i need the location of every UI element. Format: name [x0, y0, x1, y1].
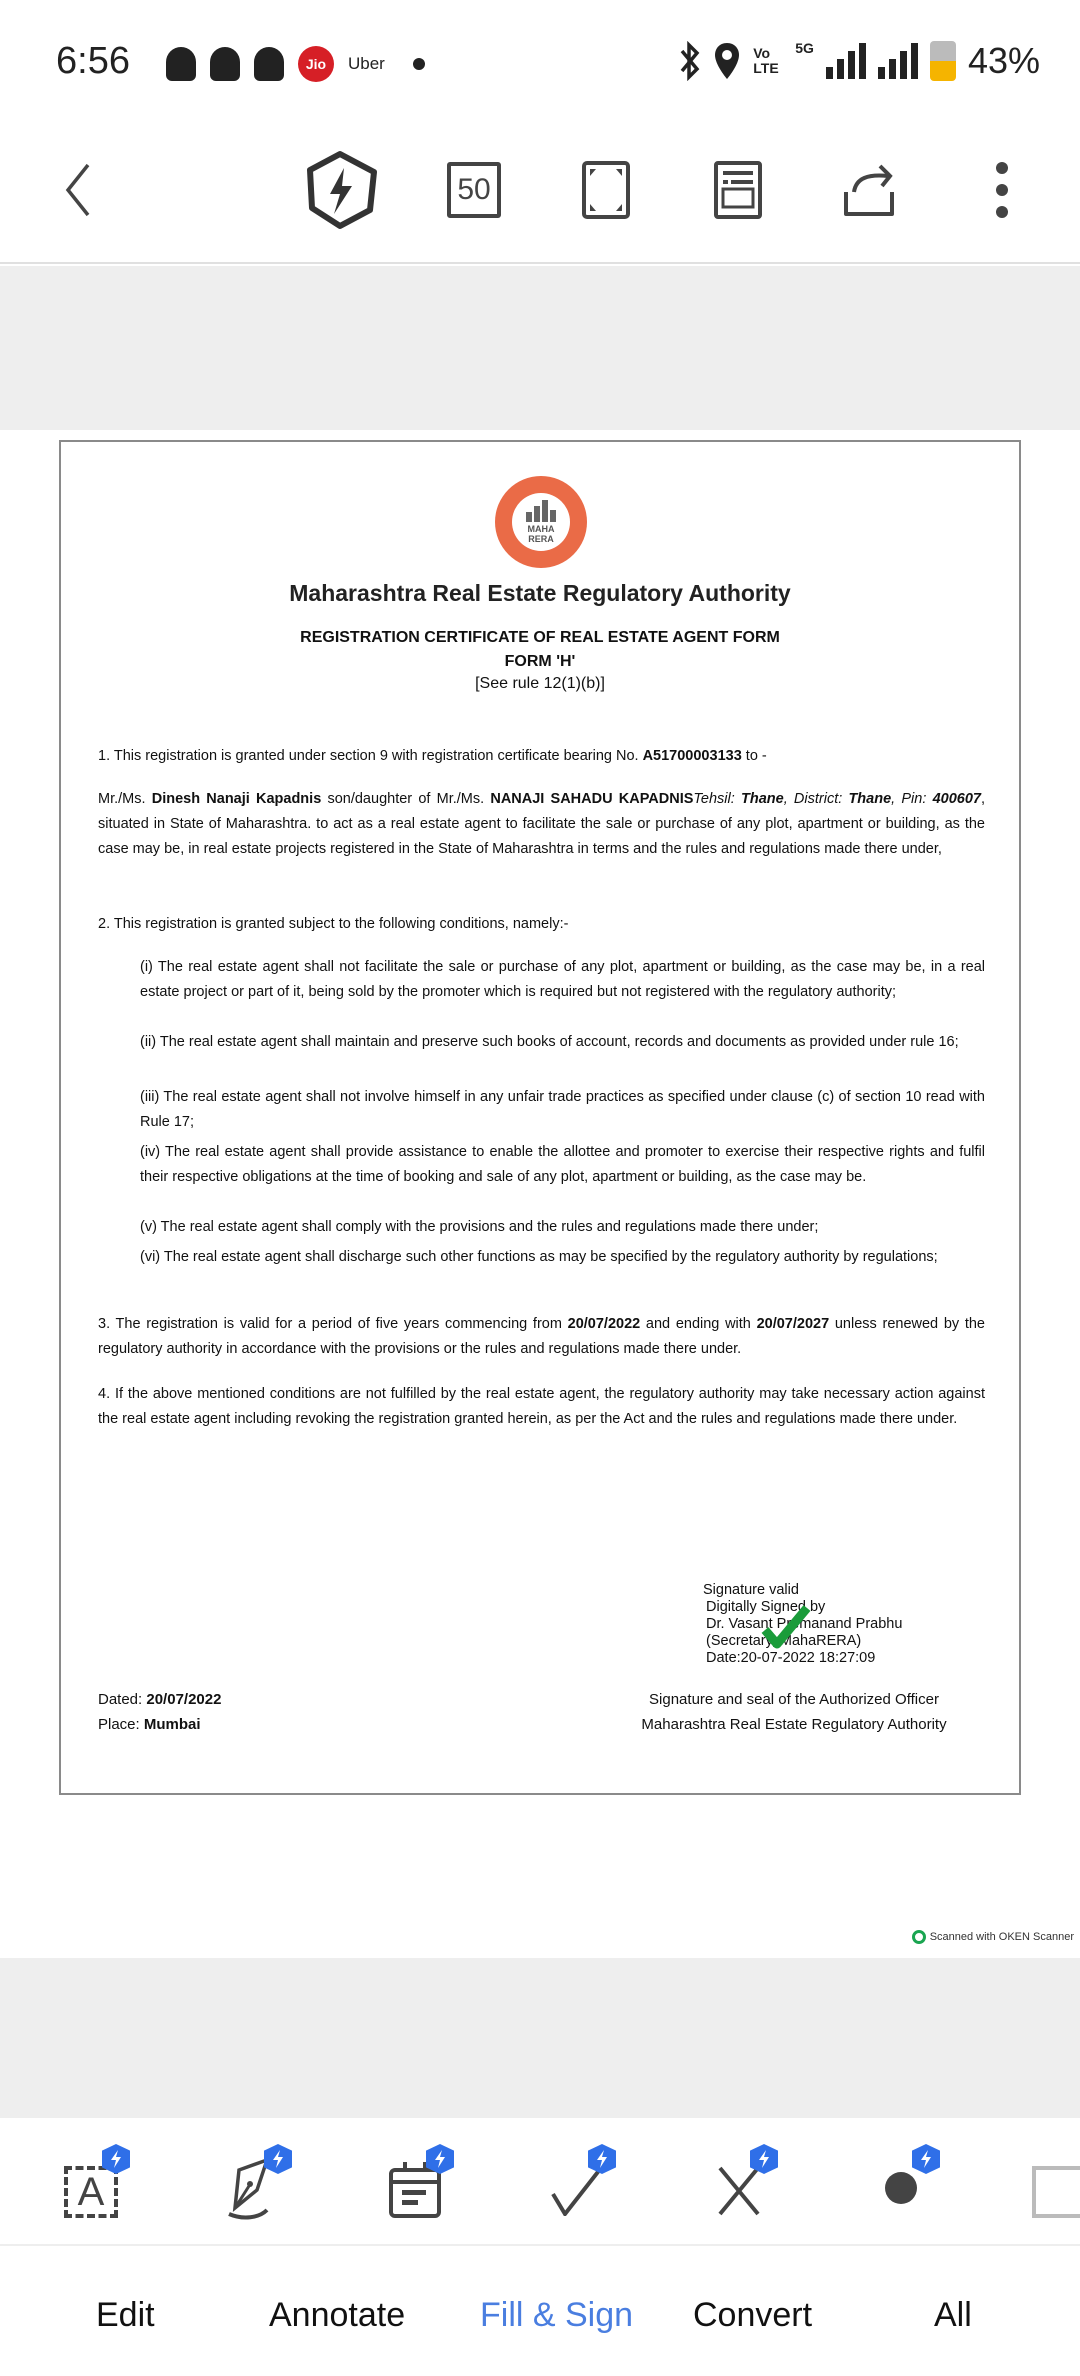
rule-reference: [See rule 12(1)(b)] [475, 675, 605, 692]
back-icon [58, 160, 98, 220]
p2-text: Mr./Ms. [98, 791, 152, 807]
bottom-tab-bar [0, 2248, 1080, 2376]
signal-sim2-icon [878, 43, 918, 79]
rectangle-icon [1032, 2166, 1080, 2218]
maharera-logo [495, 476, 587, 568]
condition-item: (ii) The real estate agent shall maintain and preserve such books of account, records and documents as provided under rule 16; [140, 1034, 959, 1050]
signature-date: Date:20-07-2022 18:27:09 [706, 1650, 876, 1666]
pin-label: , Pin: [891, 791, 933, 807]
pro-features-button[interactable] [302, 150, 382, 230]
reading-mode-icon [713, 160, 763, 220]
more-options-button[interactable] [962, 150, 1042, 230]
signature-valid-check-icon [761, 1602, 811, 1652]
tab-edit[interactable]: Edit [96, 2296, 155, 2334]
bluetooth-icon [679, 41, 701, 81]
dot-tool[interactable] [856, 2144, 946, 2228]
top-toolbar [0, 130, 1080, 264]
status-bar [0, 0, 1080, 130]
5g-indicator: 5G [795, 40, 814, 56]
fullscreen-button[interactable] [566, 150, 646, 230]
date-tool[interactable] [370, 2144, 460, 2228]
snapchat-icon [166, 47, 196, 81]
signature-line: Digitally Signed by [706, 1599, 826, 1615]
more-notifications-dot-icon [413, 58, 425, 70]
share-icon [840, 160, 900, 220]
snapchat-icon [254, 47, 284, 81]
battery-icon [930, 41, 956, 81]
fill-sign-toolbar [0, 2118, 1080, 2246]
condition-item: (vi) The real estate agent shall discharge such other functions as may be specified by the regulatory authority by regulations; [140, 1249, 938, 1265]
viewer-bottom-margin [0, 1958, 1080, 2118]
oken-scanner-icon [912, 1930, 926, 1944]
dated-label: Dated: [98, 1691, 147, 1708]
signature-tool[interactable] [208, 2144, 298, 2228]
p4-text: 3. The registration is valid for a period of five years commencing from [98, 1316, 568, 1332]
condition-item: (i) The real estate agent shall not facilitate the sale or purchase of any plot, apartment or building, as the case may be, in a real estate project or part of it, being sold by the promoter which is required but not registered with the regulatory authority; [140, 959, 985, 1000]
clock: 6:56 [56, 40, 130, 82]
document-subtitle [61, 626, 1019, 674]
scanner-label: Scanned with OKEN Scanner [929, 1931, 1074, 1943]
agent-name: Dinesh Nanaji Kapadnis [151, 791, 322, 807]
pin: 400607 [932, 791, 981, 807]
cross-tool[interactable] [694, 2144, 784, 2228]
signature-valid-label: Signature valid [703, 1582, 799, 1598]
condition-item: (iv) The real estate agent shall provide assistance to enable the allottee and promoter to exercise their respective rights and fulfil their respective obligations at the time of booking and sale of any plot, apartment or building, as the case may be. [140, 1144, 985, 1185]
tab-fill-and-sign[interactable]: Fill & Sign [480, 2296, 634, 2334]
battery-percent: 43% [967, 40, 1040, 81]
tab-all[interactable]: All [934, 2296, 972, 2334]
dot-icon [885, 2172, 917, 2204]
text-box-icon: A [64, 2166, 118, 2218]
issue-details [98, 1687, 221, 1737]
scanner-watermark [912, 1930, 1074, 1944]
tab-convert[interactable]: Convert [693, 2296, 813, 2334]
logo-text-rera: RERA [528, 534, 554, 544]
p4-text: unless renewed by the regulatory authority in accordance with the provisions or the rules and regulations made there under. [98, 1316, 985, 1357]
signal-sim1-icon [826, 43, 866, 79]
district-label: , District: [783, 791, 849, 807]
signer-title: (Secretary, MahaRERA) [706, 1633, 862, 1649]
location-icon [713, 41, 741, 81]
uber-icon: Uber [348, 54, 385, 73]
tehsil: Thane [740, 791, 784, 807]
issue-place: Mumbai [143, 1716, 201, 1733]
checkmark-tool[interactable] [532, 2144, 622, 2228]
pdf-page[interactable] [59, 440, 1021, 1795]
subtitle-line-2: FORM 'H' [504, 653, 576, 670]
p1-text: 1. This registration is granted under section 9 with registration certificate bearing No. [98, 748, 643, 764]
text-box-tool[interactable] [46, 2144, 136, 2228]
back-button[interactable] [38, 150, 118, 230]
viewer-top-margin [0, 266, 1080, 430]
place-label: Place: [98, 1716, 144, 1733]
officer-details [629, 1687, 959, 1737]
p1-suffix: to - [741, 748, 767, 764]
page-count-button[interactable] [434, 150, 514, 230]
paragraph-1 [98, 744, 985, 769]
subtitle-line-1: REGISTRATION CERTIFICATE OF REAL ESTATE AGENT FORM [300, 629, 780, 646]
rectangle-tool[interactable] [1032, 2144, 1080, 2228]
fullscreen-icon [581, 160, 631, 220]
volte-indicator: Vo LTE [753, 45, 779, 76]
jio-icon: Jio [298, 46, 334, 82]
condition-item: (v) The real estate agent shall comply with the provisions and the rules and regulations made there under; [140, 1219, 819, 1235]
buildings-icon [526, 500, 556, 522]
snapchat-icon [210, 47, 240, 81]
p4-text: and ending with [640, 1316, 757, 1332]
father-name: NANAJI SAHADU KAPADNIS [490, 791, 694, 807]
reading-mode-button[interactable] [698, 150, 778, 230]
checkmark-icon [549, 2166, 605, 2216]
page-count-icon: 50 [447, 162, 501, 218]
lightning-pro-icon [304, 150, 380, 230]
paragraph-3: 2. This registration is granted subject to the following conditions, namely:- [98, 916, 569, 932]
document-title: Maharashtra Real Estate Regulatory Authority [289, 580, 791, 606]
paragraph-2 [98, 787, 985, 862]
cross-icon [716, 2166, 762, 2216]
officer-line-2: Maharashtra Real Estate Regulatory Authority [641, 1716, 947, 1733]
valid-until-date: 20/07/2027 [756, 1316, 830, 1332]
notification-icons [166, 46, 425, 82]
registration-number: A51700003133 [642, 748, 742, 764]
condition-item: (iii) The real estate agent shall not involve himself in any unfair trade practices as specified under clause (c) of section 10 read with Rule 17; [140, 1089, 985, 1130]
issue-date: 20/07/2022 [146, 1691, 222, 1708]
officer-line-1: Signature and seal of the Authorized Officer [649, 1691, 939, 1708]
tab-annotate[interactable]: Annotate [269, 2296, 406, 2334]
signer-name: Dr. Vasant Premanand Prabhu [706, 1616, 903, 1632]
p2-text: , situated in State of Maharashtra. to act as a real estate agent to facilitate the sale or purchase of any plot, apartment or building, as the case may be, in real estate projects registered in the State of Maharashtra in terms and the rules and regulations made there under, [98, 791, 985, 857]
valid-from-date: 20/07/2022 [567, 1316, 641, 1332]
more-icon [995, 160, 1009, 220]
share-button[interactable] [830, 150, 910, 230]
p2-text: son/daughter of Mr./Ms. [321, 791, 491, 807]
paragraph-4 [98, 1312, 985, 1362]
paragraph-5: 4. If the above mentioned conditions are not fulfilled by the real estate agent, the regulatory authority may take necessary action against the real estate agent including revoking the registration granted herein, as per the Act and the rules and regulations made there under. [98, 1386, 985, 1427]
system-icons [679, 40, 1040, 82]
tehsil-label: Tehsil: [693, 791, 741, 807]
district: Thane [848, 791, 892, 807]
pro-badge-icon [912, 2144, 940, 2174]
logo-text-maha: MAHA [527, 524, 555, 534]
